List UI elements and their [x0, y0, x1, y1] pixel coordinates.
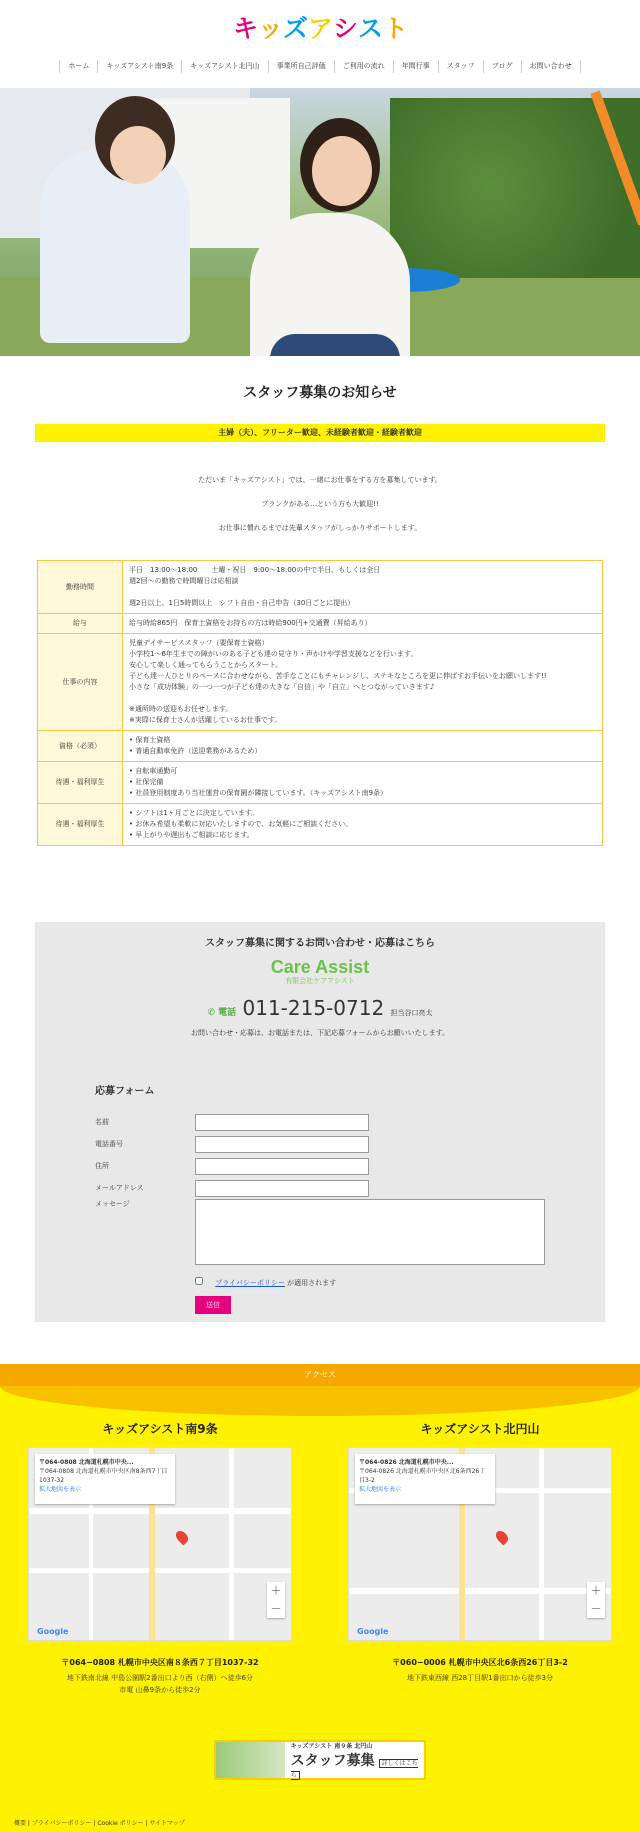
privacy-note: プライバシーポリシー が適用されます — [195, 1277, 565, 1288]
table-row: 仕事の内容 児童デイサービススタッフ（要保育士資格） 小学校1〜6年生までの障がいのある子ども達の見守り・声かけや学習支援などを行います。 安心して楽しく通ってもらうことからスタート。 子ども達一人ひとりのペースに合わせながら、苦手なことにもチャレンジし、ステキなところを更に伸ばすお手伝いをお願いします!! 小さな「成功体験」の一つ一つが子ども達の大きな「自信」や「自立」へとつながっていきます♪ ※通所時の送迎もお任せします。 ※実際に保育士さんが活躍しているお仕事です。 — [38, 634, 603, 731]
submit-button[interactable]: 送信 — [195, 1296, 231, 1314]
name-input[interactable] — [195, 1114, 369, 1131]
care-assist-logo: Care Assist 有限会社ケアアシスト — [270, 957, 370, 985]
global-nav — [68, 60, 572, 73]
contact-section — [35, 922, 605, 1322]
form-title: 応募フォーム — [95, 1086, 155, 1097]
map-info-card: 〒064-0826 北海道札幌市中央... 〒064-0826 北海道札幌市中央区北6条西26丁目3-2 拡大地図を表示 — [355, 1454, 495, 1504]
footer-links[interactable]: 概要 | プライバシーポリシー | Cookie ポリシー | サイトマップ — [14, 1820, 185, 1827]
contact-title: スタッフ募集に関するお問い合わせ・応募はこちら — [205, 938, 435, 949]
address-input[interactable] — [195, 1158, 369, 1175]
main-content — [0, 356, 640, 1309]
privacy-policy-link[interactable]: プライバシーポリシー — [215, 1279, 285, 1287]
map-south9[interactable] — [28, 1447, 292, 1641]
office-south9: キッズアシスト南9条 〒064-0808 北海道札幌市中央... 〒064-0808 北海道札幌市中央区南8条西7丁目1037-32 拡大地図を表示 ＋ － Google 〒064−0808 札幌市中央区南８条西７丁目1037-32 地下鉄南北線 中島公園駅2番出口より西（右側）へ徒歩6分 市電 山鼻9条から徒歩2分 — [20, 1420, 300, 1696]
nav-item[interactable]: キッズアシスト南9条 — [97, 60, 181, 73]
table-row: 勤務時間 平日 13:00〜18:00 土曜・祝日 9:00〜18:00の中で半日、もしくは全日 週2回〜の勤務で時間曜日は応相談 週2日以上、1日5時間以上 シフト自由・自己申告（30日ごとに提出） — [38, 561, 603, 614]
welcome-bar: 主婦（夫）、フリーター歓迎、未経験者歓迎・経験者歓迎 — [35, 424, 605, 442]
nav-item[interactable]: スタッフ — [438, 60, 483, 73]
contact-note: お問い合わせ・応募は、お電話または、下記応募フォームからお願いいたします。 — [190, 1029, 450, 1037]
access-section — [0, 1364, 640, 1832]
table-row: 給与 給与時給865円 保育士資格をお持ちの方は時給900円+交通費（昇給あり） — [38, 614, 603, 634]
recruit-banner[interactable]: キッズアシスト 南９条 北円山 スタッフ募集 詳しくはこちら — [214, 1740, 426, 1780]
map-info-card: 〒064-0808 北海道札幌市中央... 〒064-0808 北海道札幌市中央区南8条西7丁目1037-32 拡大地図を表示 — [35, 1454, 175, 1504]
nav-item[interactable]: ご利用の流れ — [334, 60, 393, 73]
page-title: スタッフ募集のお知らせ — [243, 385, 397, 401]
google-logo: Google — [37, 1627, 69, 1636]
map-zoom-controls[interactable]: ＋ － — [587, 1582, 605, 1618]
nav-item[interactable]: お問い合わせ — [521, 60, 581, 73]
site-header — [0, 0, 640, 88]
phone-icon: ✆ 電話 — [207, 1008, 237, 1018]
map-zoom-controls[interactable]: ＋ － — [267, 1582, 285, 1618]
application-form: 応募フォーム 名前 電話番号 住所 メールアドレス メッセージ プライバシーポリシー が適用されます 送信 — [95, 1082, 565, 1314]
office-kitamaruyama: キッズアシスト北円山 〒064-0826 北海道札幌市中央... 〒064-0826 北海道札幌市中央区北6条西26丁目3-2 拡大地図を表示 ＋ － Google 〒060−0006 札幌市中央区北6条西26丁目3-2 地下鉄東西線 西28丁目駅1番出口から徒歩3分 — [340, 1420, 620, 1684]
map-pin-icon — [494, 1529, 511, 1546]
site-logo[interactable]: キ ッ ズ ア シ ス ト — [232, 14, 408, 43]
hero-image — [0, 88, 640, 356]
access-title: アクセス — [0, 1364, 640, 1386]
table-row: 待遇・福利厚生 • シフトは1ヶ月ごとに決定しています。 • お休み希望も柔軟に対応いたしますので、お気軽にご相談ください。 • 早上がりや遅出もご相談に応じます。 — [38, 804, 603, 846]
map-kitamaruyama[interactable] — [348, 1447, 612, 1641]
table-row: 資格（必須） • 保育士資格 • 普通自動車免許（送迎業務があるため） — [38, 731, 603, 762]
phone-input[interactable] — [195, 1136, 369, 1153]
map-pin-icon — [174, 1529, 191, 1546]
nav-item[interactable]: キッズアシスト北円山 — [181, 60, 267, 73]
privacy-checkbox[interactable] — [195, 1277, 203, 1285]
email-input[interactable] — [195, 1180, 369, 1197]
phone-number[interactable]: ✆ 電話 011-215-0712 担当谷口亮太 — [207, 996, 433, 1020]
nav-item[interactable]: ブログ — [483, 60, 521, 73]
job-info-table — [37, 560, 603, 846]
nav-item[interactable]: 年間行事 — [393, 60, 438, 73]
nav-item[interactable]: 事業所自己評価 — [268, 60, 334, 73]
intro-text: ただいま「キッズアシスト」では、一緒にお仕事をする方を募集しています。 ブランクがある…という方も大歓迎!! お仕事に慣れるまでは先輩スタッフがしっかりサポートします。 — [198, 476, 442, 532]
google-logo: Google — [357, 1627, 389, 1636]
table-row: 待遇・福利厚生 • 自転車通勤可 • 社保完備 • 社員登用制度あり当社運営の保育園が隣接しています。（キッズアシスト南9条） — [38, 762, 603, 804]
message-textarea[interactable] — [195, 1199, 545, 1265]
nav-item[interactable]: ホーム — [59, 60, 97, 73]
